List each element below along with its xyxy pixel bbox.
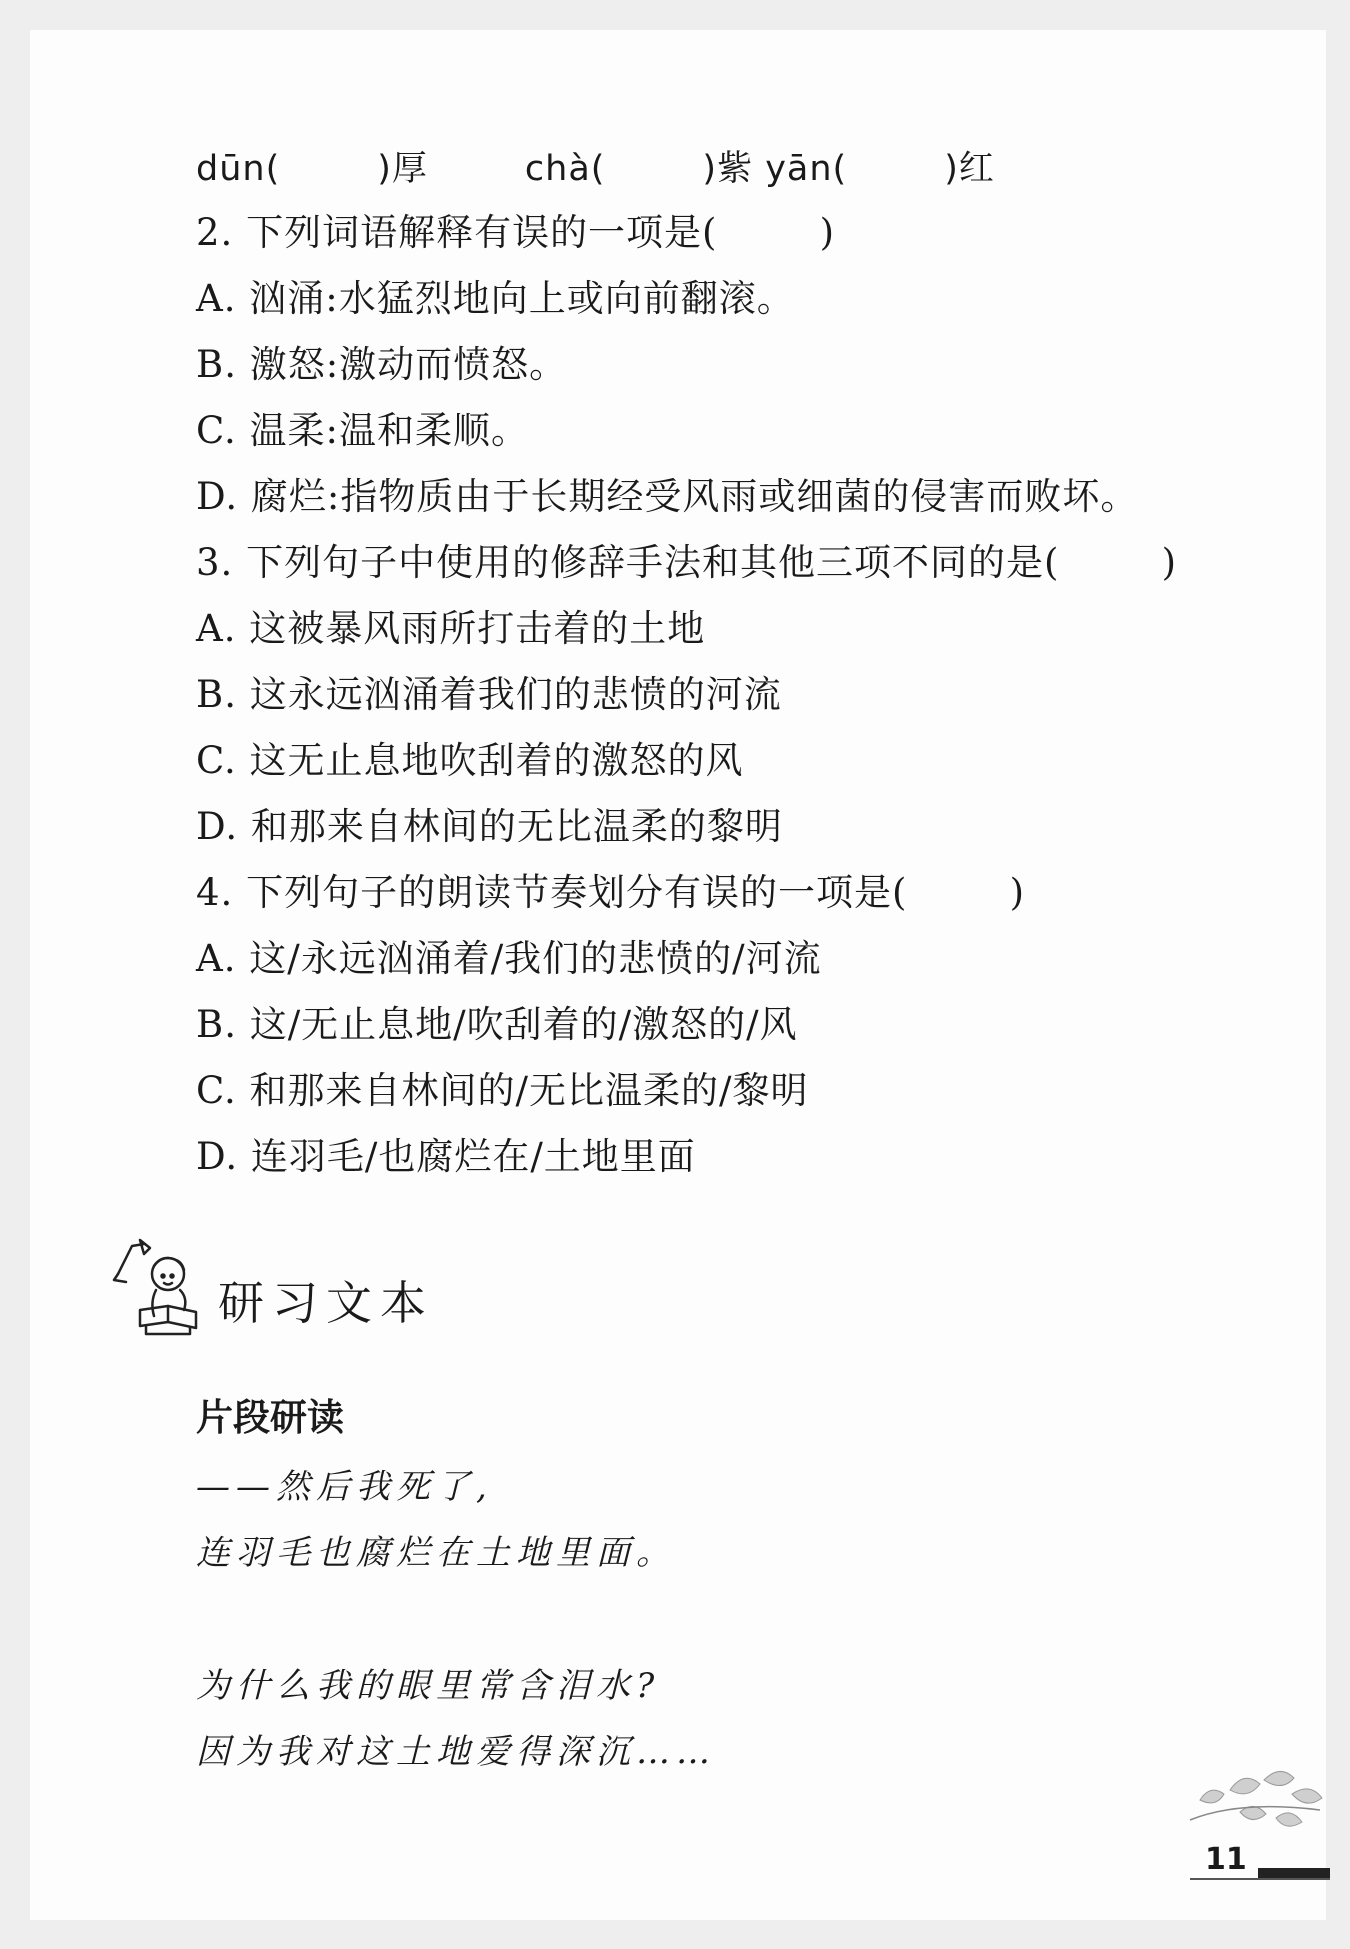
option-4d: D. 连羽毛/也腐烂在/土地里面 xyxy=(196,1135,696,1178)
leaves-icon xyxy=(1180,1760,1330,1850)
option-2b: B. 激怒:激动而愤怒。 xyxy=(196,343,568,386)
option-2c: C. 温柔:温和柔顺。 xyxy=(196,409,529,452)
poem-line: 连羽毛也腐烂在土地里面。 xyxy=(196,1533,676,1573)
option-4a: A. 这/永远汹涌着/我们的悲愤的/河流 xyxy=(196,937,822,980)
student-reading-icon xyxy=(110,1236,222,1336)
page-number-bar xyxy=(1258,1868,1330,1878)
poem-line: 为什么我的眼里常含泪水? xyxy=(196,1666,661,1706)
page-number-rule xyxy=(1190,1878,1330,1880)
option-3a: A. 这被暴风雨所打击着的土地 xyxy=(196,607,706,650)
question-3: 3. 下列句子中使用的修辞手法和其他三项不同的是( ) xyxy=(196,541,1178,584)
page-number: 11 xyxy=(1205,1842,1247,1877)
poem-line: ——然后我死了, xyxy=(196,1467,493,1507)
section-title: 研习文本 xyxy=(218,1276,434,1330)
question-4: 4. 下列句子的朗读节奏划分有误的一项是( ) xyxy=(196,871,1026,914)
pinyin-fill-line: dūn( )厚 chà( )紫 yān( )红 xyxy=(196,149,995,189)
option-4c: C. 和那来自林间的/无比温柔的/黎明 xyxy=(196,1069,809,1112)
option-2d: D. 腐烂:指物质由于长期经受风雨或细菌的侵害而败坏。 xyxy=(196,475,1139,518)
option-2a: A. 汹涌:水猛烈地向上或向前翻滚。 xyxy=(196,277,795,320)
excerpt-heading: 片段研读 xyxy=(196,1396,344,1439)
option-3d: D. 和那来自林间的无比温柔的黎明 xyxy=(196,805,783,848)
option-4b: B. 这/无止息地/吹刮着的/激怒的/风 xyxy=(196,1003,798,1046)
option-3b: B. 这永远汹涌着我们的悲愤的河流 xyxy=(196,673,782,716)
option-3c: C. 这无止息地吹刮着的激怒的风 xyxy=(196,739,744,782)
poem-line: 因为我对这土地爱得深沉…… xyxy=(196,1732,716,1772)
question-2: 2. 下列词语解释有误的一项是( ) xyxy=(196,211,836,254)
